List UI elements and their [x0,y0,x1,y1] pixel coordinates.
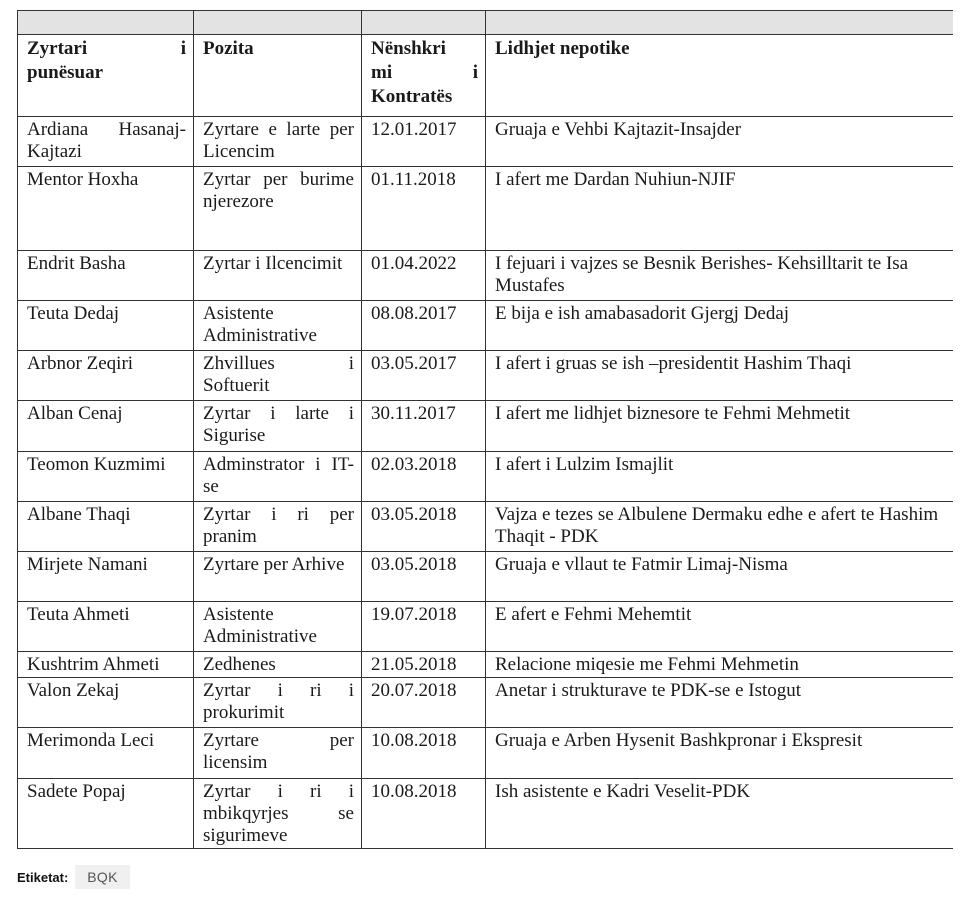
cell-name: Mirjete Namani [18,552,194,602]
table-row [18,552,954,602]
table-row [18,117,954,167]
cell-position: Zyrtar i ri per pranim [194,502,362,552]
cell-relation: Gruaja e Arben Hysenit Bashkpronar i Ekspresit [486,728,954,779]
cell-date: 21.05.2018 [362,652,486,678]
cell-name: Merimonda Leci [18,728,194,779]
cell-date: 01.04.2022 [362,251,486,301]
cell-relation: Ish asistente e Kadri Veselit-PDK [486,779,954,849]
cell-name: Endrit Basha [18,251,194,301]
cell-date: 20.07.2018 [362,678,486,728]
cell-name: Teuta Dedaj [18,301,194,351]
cell-name: Kushtrim Ahmeti [18,652,194,678]
cell-relation: Relacione miqesie me Fehmi Mehmetin [486,652,954,678]
cell-date: 03.05.2018 [362,502,486,552]
cell-name: Arbnor Zeqiri [18,351,194,401]
cell-name: Albane Thaqi [18,502,194,552]
cell-relation: I afert i gruas se ish –presidentit Hashim Thaqi [486,351,954,401]
cell-date: 30.11.2017 [362,401,486,452]
cell-position: Zyrtar per burime njerezore [194,167,362,251]
table-row [18,301,954,351]
cell-relation: Gruaja e vllaut te Fatmir Limaj-Nisma [486,552,954,602]
cell-relation: I afert me Dardan Nuhiun-NJIF [486,167,954,251]
cell-relation: I afert i Lulzim Ismajlit [486,452,954,502]
cell-date: 03.05.2017 [362,351,486,401]
cell-position: Zyrtar i ri i prokurimit [194,678,362,728]
cell-relation: I fejuari i vajzes se Besnik Berishes- Kehsilltarit te Isa Mustafes [486,251,954,301]
table-row [18,401,954,452]
cell-name: Ardiana Hasanaj-Kajtazi [18,117,194,167]
header-position: Pozita [194,35,362,117]
cell-relation: Vajza e tezes se Albulene Dermaku edhe e afert te Hashim Thaqit - PDK [486,502,954,552]
cell-name: Sadete Popaj [18,779,194,849]
cell-position: Zyrtare per Arhive [194,552,362,602]
cell-position: Adminstrator i IT-se [194,452,362,502]
tag-chip[interactable]: BQK [75,865,129,889]
cell-date: 02.03.2018 [362,452,486,502]
cell-date: 19.07.2018 [362,602,486,652]
table-row [18,652,954,678]
table-row [18,167,954,251]
table-row [18,728,954,779]
cell-name: Mentor Hoxha [18,167,194,251]
cell-relation: E bija e ish amabasadorit Gjergj Dedaj [486,301,954,351]
cell-relation: Anetar i strukturave te PDK-se e Istogut [486,678,954,728]
table-header-row [18,35,954,117]
cell-position: Zyrtar i ri i mbikqyrjes se sigurimeve [194,779,362,849]
cell-position: Asistente Administrative [194,301,362,351]
tags-bar [17,864,130,890]
header-official: Zyrtari i punësuar [18,35,194,117]
table-row [18,779,954,849]
cell-date: 12.01.2017 [362,117,486,167]
cell-position: Zyrtar i Ilcencimit [194,251,362,301]
cell-name: Valon Zekaj [18,678,194,728]
cell-position: Zhvillues i Softuerit [194,351,362,401]
cell-relation: I afert me lidhjet biznesore te Fehmi Mehmetit [486,401,954,452]
cell-position: Zyrtare per licensim [194,728,362,779]
cell-relation: E afert e Fehmi Mehemtit [486,602,954,652]
cell-date: 10.08.2018 [362,779,486,849]
cell-name: Alban Cenaj [18,401,194,452]
cell-position: Zyrtar i larte i Sigurise [194,401,362,452]
document-table-image [17,10,953,858]
nepotism-table [17,10,953,849]
cell-date: 03.05.2018 [362,552,486,602]
table-row [18,502,954,552]
table-row [18,251,954,301]
cell-date: 10.08.2018 [362,728,486,779]
cell-name: Teuta Ahmeti [18,602,194,652]
cell-name: Teomon Kuzmimi [18,452,194,502]
table-row [18,351,954,401]
cell-date: 01.11.2018 [362,167,486,251]
header-signed: Nënshkri mi i Kontratës [362,35,486,117]
tags-label: Etiketat: [17,869,69,885]
table-top-gray-row [18,11,954,35]
cell-position: Zedhenes [194,652,362,678]
table-row [18,678,954,728]
table-row [18,602,954,652]
cell-date: 08.08.2017 [362,301,486,351]
cell-position: Zyrtare e larte per Licencim [194,117,362,167]
cell-position: Asistente Administrative [194,602,362,652]
header-relations: Lidhjet nepotike [486,35,954,117]
table-row [18,452,954,502]
cell-relation: Gruaja e Vehbi Kajtazit-Insajder [486,117,954,167]
